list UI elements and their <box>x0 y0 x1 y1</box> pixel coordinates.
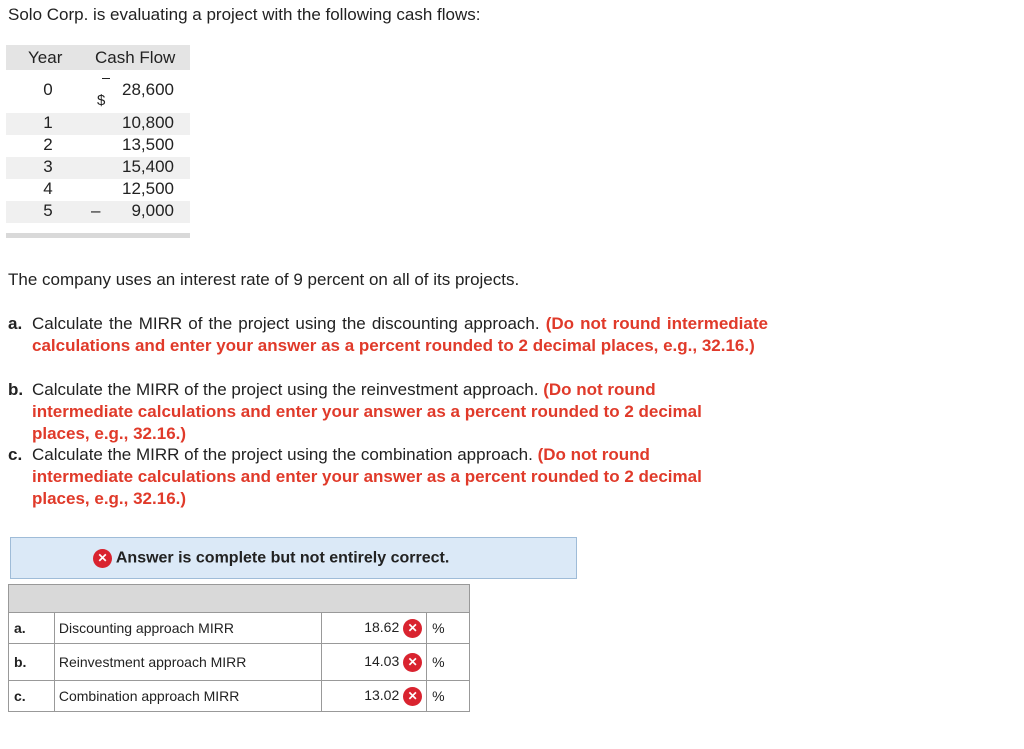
answer-description: Discounting approach MIRR <box>54 613 321 644</box>
cash-flow-cell: 13,500 <box>122 135 174 154</box>
answer-description: Reinvestment approach MIRR <box>54 644 321 681</box>
question-instruction: (Do not round intermediate calculations and enter your answer as a percent rounded to 2 decimal places, e.g., 32.16.) <box>32 314 768 355</box>
cash-flow-row <box>6 135 190 157</box>
negative-mark <box>102 78 110 79</box>
cash-flow-cell: 12,500 <box>122 179 174 198</box>
cash-flow-header <box>6 45 190 70</box>
negative-sign: – <box>91 201 101 220</box>
year-header: Year <box>28 48 63 67</box>
table-footer-bar <box>6 233 190 238</box>
year-cell: 1 <box>43 113 53 132</box>
question-text: Calculate the MIRR of the project using the reinvestment approach. <box>32 380 539 399</box>
question-text: Calculate the MIRR of the project using the combination approach. <box>32 445 533 464</box>
cash-flow-row <box>6 179 190 201</box>
question-c <box>8 444 748 510</box>
cash-flow-table <box>6 45 190 70</box>
cash-flow-row <box>6 113 190 135</box>
answer-input[interactable]: 14.03 <box>364 652 400 669</box>
answer-label: b. <box>9 644 55 681</box>
cash-flow-row <box>6 157 190 179</box>
unit-cell: % <box>427 644 470 681</box>
answer-input[interactable]: 13.02 <box>364 686 400 703</box>
answer-table-header <box>9 585 470 613</box>
cash-flow-header-label: Cash Flow <box>95 48 176 67</box>
incorrect-icon: ✕ <box>403 687 422 706</box>
cash-flow-cell: 15,400 <box>122 157 174 176</box>
question-label: a. <box>8 314 23 333</box>
question-label: c. <box>8 445 23 464</box>
answer-input[interactable]: 18.62 <box>364 618 400 635</box>
incorrect-icon: ✕ <box>403 619 422 638</box>
question-instruction: (Do not round intermediate calculations and enter your answer as a percent rounded to 2 decimal places, e.g., 32.16.) <box>32 445 702 508</box>
currency-symbol: $ <box>97 92 106 109</box>
answer-value-cell <box>321 681 427 712</box>
unit-cell: % <box>427 681 470 712</box>
unit-cell: % <box>427 613 470 644</box>
status-message: Answer is complete but not entirely correct. <box>115 549 450 567</box>
year-cell: 2 <box>43 135 53 154</box>
question-a <box>8 313 768 357</box>
rate-statement: The company uses an interest rate of 9 percent on all of its projects. <box>8 270 520 289</box>
year-cell: 5 <box>43 201 53 220</box>
question-b <box>8 379 748 445</box>
answer-row <box>9 613 470 644</box>
cash-flow-cell: 10,800 <box>122 113 174 132</box>
problem-intro: Solo Corp. is evaluating a project with the following cash flows: <box>8 5 481 24</box>
year-cell: 3 <box>43 157 53 176</box>
answer-row <box>9 681 470 712</box>
answer-status-banner <box>10 537 577 579</box>
answer-label: c. <box>9 681 55 712</box>
answer-description: Combination approach MIRR <box>54 681 321 712</box>
x-circle-icon: ✕ <box>93 549 112 568</box>
answer-label: a. <box>9 613 55 644</box>
answer-table <box>8 584 470 712</box>
question-text: Calculate the MIRR of the project using the discounting approach. <box>32 314 540 333</box>
incorrect-icon: ✕ <box>403 653 422 672</box>
answer-value-cell <box>321 644 427 681</box>
year-cell: 0 <box>43 80 53 99</box>
cash-flow-cell: 9,000 <box>131 201 174 220</box>
year-cell: 4 <box>43 179 53 198</box>
answer-row <box>9 644 470 681</box>
question-instruction: (Do not round intermediate calculations and enter your answer as a percent rounded to 2 decimal places, e.g., 32.16.) <box>32 380 702 443</box>
question-label: b. <box>8 380 24 399</box>
cash-flow-cell: 28,600 <box>122 80 174 99</box>
answer-value-cell <box>321 613 427 644</box>
